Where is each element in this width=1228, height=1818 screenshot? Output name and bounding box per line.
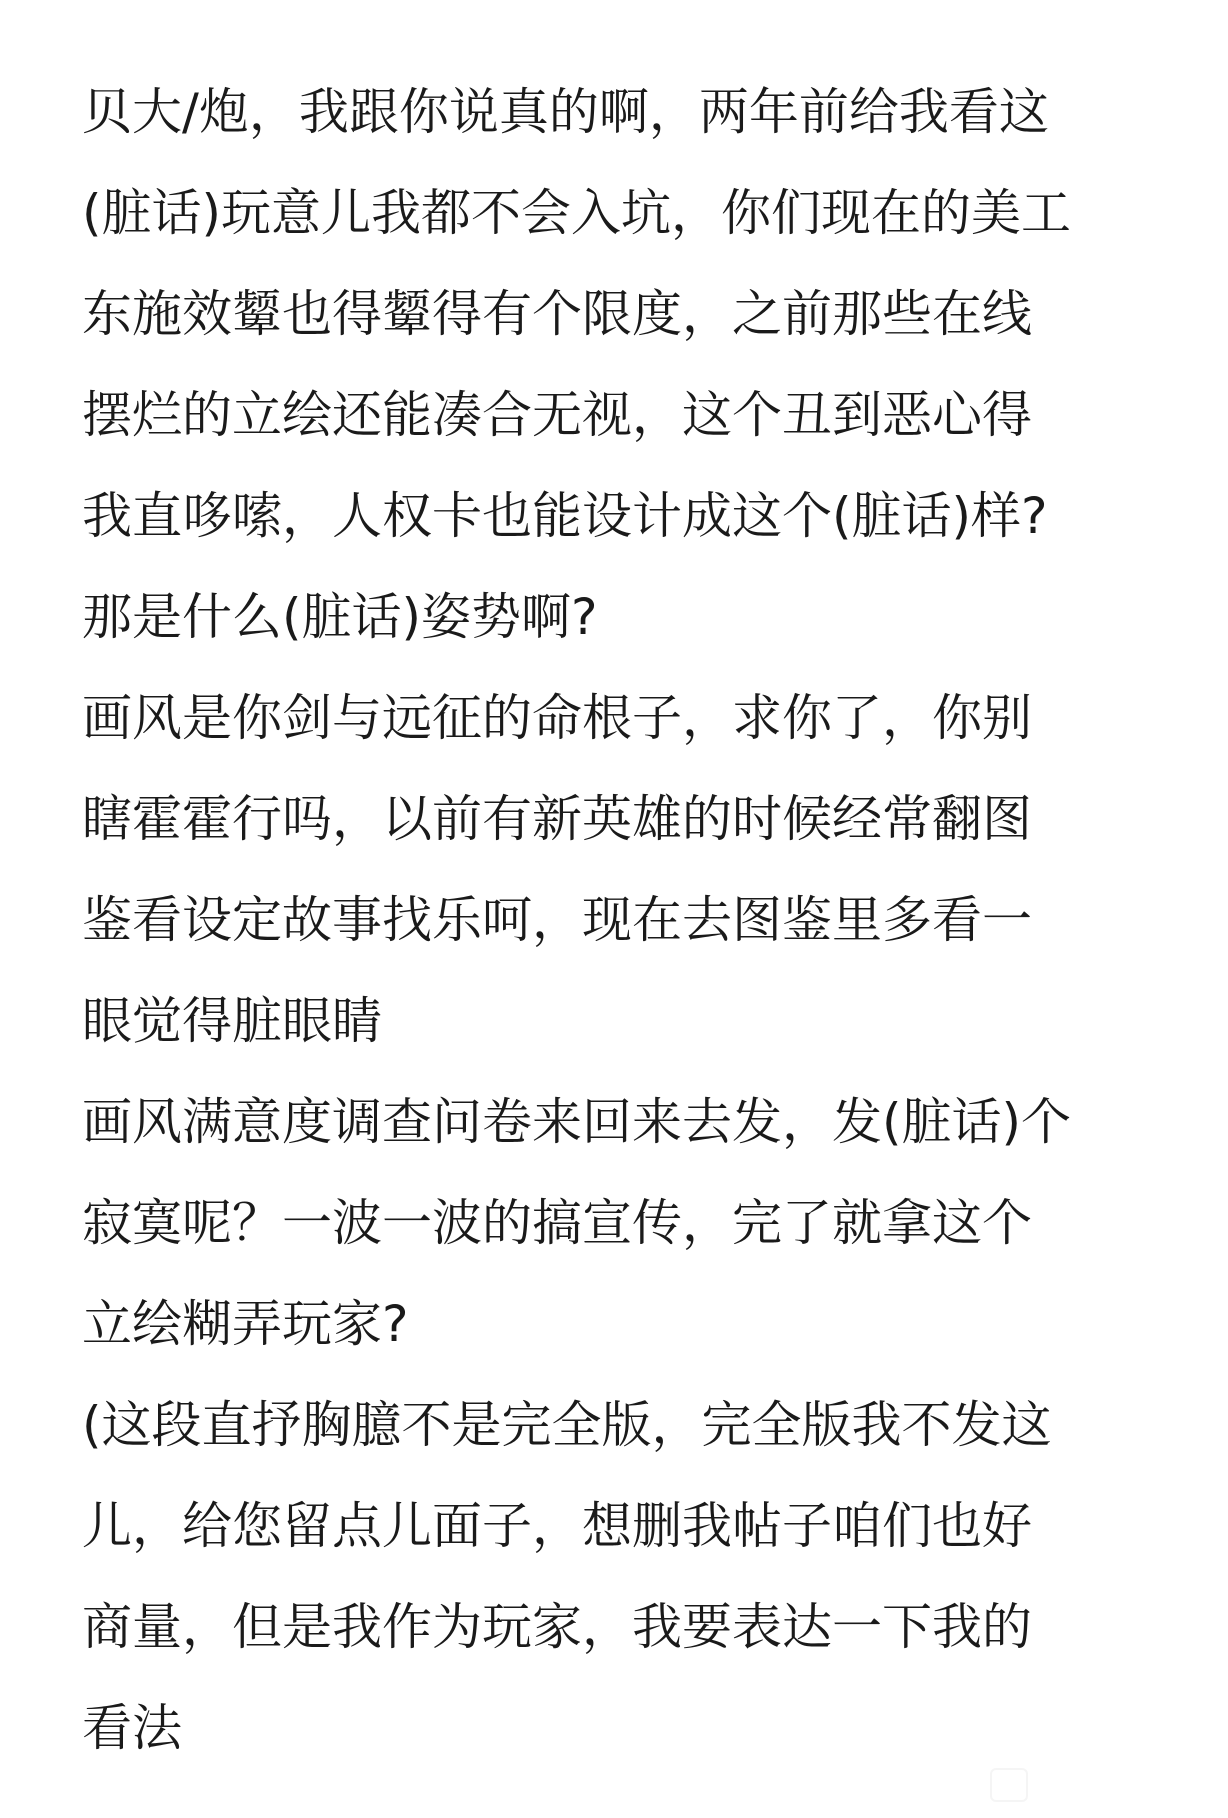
text-line: 立绘糊弄玩家?	[82, 1295, 409, 1353]
watermark-icon	[990, 1768, 1028, 1802]
text-line: 看法	[82, 1699, 182, 1757]
text-line: 眼觉得脏眼睛	[82, 992, 382, 1050]
text-line: 瞎霍霍行吗，以前有新英雄的时候经常翻图	[82, 790, 1032, 848]
text-line: (这段直抒胸臆不是完全版，完全版我不发这	[82, 1396, 1052, 1454]
text-line: 那是什么(脏话)姿势啊?	[82, 588, 598, 646]
text-line: 寂寞呢？一波一波的搞宣传，完了就拿这个	[82, 1194, 1032, 1252]
text-line: 我直哆嗦，人权卡也能设计成这个(脏话)样?	[82, 487, 1048, 545]
text-line: (脏话)玩意儿我都不会入坑，你们现在的美工	[82, 184, 1072, 242]
text-line: 摆烂的立绘还能凑合无视，这个丑到恶心得	[82, 386, 1032, 444]
text-line: 画风满意度调查问卷来回来去发，发(脏话)个	[82, 1093, 1072, 1151]
text-line: 画风是你剑与远征的命根子，求你了，你别	[82, 689, 1032, 747]
text-line: 儿，给您留点儿面子，想删我帖子咱们也好	[82, 1497, 1032, 1555]
post-body-text	[82, 62, 1182, 1779]
text-line: 商量，但是我作为玩家，我要表达一下我的	[82, 1598, 1032, 1656]
text-line: 东施效颦也得颦得有个限度，之前那些在线	[82, 285, 1032, 343]
text-line: 贝大/炮，我跟你说真的啊，两年前给我看这	[82, 83, 1049, 141]
text-line: 鉴看设定故事找乐呵，现在去图鉴里多看一	[82, 891, 1032, 949]
